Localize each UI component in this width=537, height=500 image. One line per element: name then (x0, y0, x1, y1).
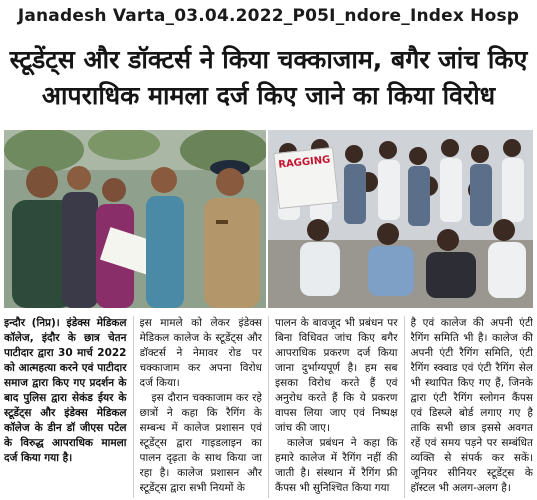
column-divider (404, 316, 405, 498)
protest-placard: RAGGING (273, 147, 339, 209)
photo-memorandum-illustration (4, 130, 266, 308)
article-column-2 (140, 316, 263, 498)
column-divider (133, 316, 134, 498)
clip-label: Janadesh Varta_03.04.2022_P05I_ndore_Index Hosp (17, 6, 520, 26)
headline-line-2: आपराधिक मामला दर्ज किए जाने का किया विरोध (41, 81, 496, 110)
paragraph: इस मामले को लेकर इंडेक्स मेडिकल कालेज के स्टूडेंट्स और डॉक्टर्स ने नेमावर रोड पर चक्काजाम कर अपना विरोध दर्ज किया। (139, 317, 262, 389)
headline-line-1: स्टूडेंट्स और डॉक्टर्स ने किया चक्काजाम, बगैर जांच किए (9, 45, 528, 74)
article-headline (8, 42, 529, 114)
paragraph: इन्दौर (निप्र)। इंडेक्स मेडिकल कॉलेज, इंदौर के छात्र चेतन पाटीदार द्वारा 30 मार्च 2022 को आत्महत्या करने एवं पाटीदार समाज द्वारा किए गए प्रदर्शन के बाद पुलिस द्वारा सेकंड ईयर के स्टूडेंट्स और इंडेक्स मेडिकल कॉलेज के डीन डॉ जीएस पटेल के विरुद्ध आपराधिक मामला दर्ज किया गया है। (4, 317, 127, 464)
paragraph: इस दौरान चक्काजाम कर रहे छात्रों ने कहा कि रैगिंग के सम्बन्ध में कालेज प्रशासन एवं स्टूडेंट्स द्वारा गाइडलाइन का पालन दृढ़ता के साथ किया जा रहा है। कालेज प्रशासन और स्टूडेंट्स द्वारा सभी नियमों के (139, 392, 262, 494)
column-divider (268, 316, 269, 498)
paragraph: पालन के बावजूद भी प्रबंधन पर बिना विधिवत जांच किए बगैर आपराधिक प्रकरण दर्ज किया जाना दुर्भाग्यपूर्ण है। हम सब इसका विरोध करते हैं एवं अनुरोध करते हैं कि ये प्रकरण वापस लिया जाए एवं निष्पक्ष जांच की जाए। (275, 317, 398, 434)
photo-memorandum (4, 130, 266, 308)
article-column-3 (275, 316, 398, 498)
article-column-1 (4, 316, 127, 498)
article-column-4 (411, 316, 534, 498)
paragraph: है एवं कालेज की अपनी एंटी रैगिंग समिति भी है। कालेज की अपनी एंटी रैगिंग समिति, एंटी रैगिंग स्क्वाड एवं एंटी रैगिंग सेल भी स्थापित किए गए हैं, जिनके द्वारा एंटी रैगिंग स्लोगन कैंपस एवं डिस्प्ले बोर्ड लगाए गए है ताकि सभी छात्र इससे अवगत रहें एवं समय पड़ने पर सम्बंधित व्यक्ति से संपर्क कर सकें। जूनियर सीनियर स्टूडेंट्स के हॉस्टल भी अलग-अलग है। (410, 317, 533, 494)
paragraph: कालेज प्रबंधन ने कहा कि हमारे कालेज में रैगिंग नहीं की जाती है। संस्थान में रैगिंग फ्री कैंपस भी सुनिश्चित किया गया (275, 437, 398, 494)
article-body (4, 316, 533, 498)
